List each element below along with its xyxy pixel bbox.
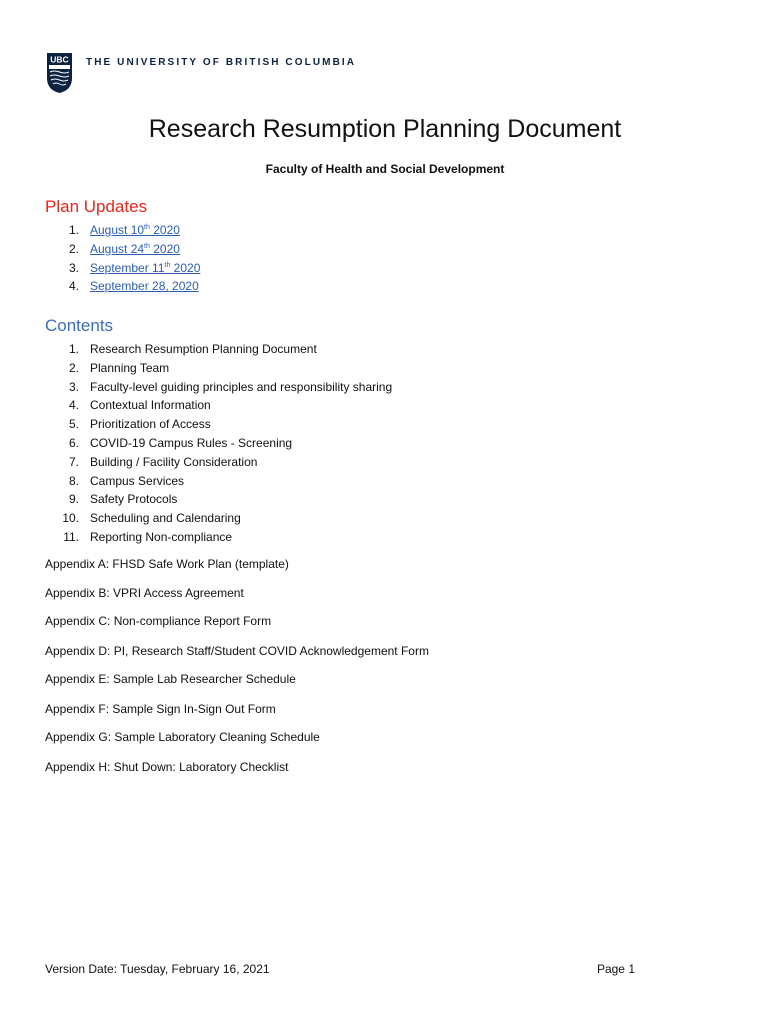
appendix-a: Appendix A: FHSD Safe Work Plan (template) [45, 557, 289, 571]
contents-item-text: Contextual Information [90, 398, 211, 413]
list-number: 3. [68, 379, 79, 394]
appendix-g: Appendix G: Sample Laboratory Cleaning Schedule [45, 730, 320, 744]
list-number: 11. [63, 529, 79, 544]
contents-item-text: Research Resumption Planning Document [90, 342, 317, 356]
list-number: 9. [68, 492, 79, 507]
footer-version-date: Version Date: Tuesday, February 16, 2021 [45, 962, 270, 976]
update-link-august-24[interactable]: August 24th 2020 [90, 241, 180, 256]
list-number: 7. [68, 454, 79, 469]
update-link-september-11[interactable]: September 11th 2020 [90, 260, 201, 275]
contents-item-text: Reporting Non-compliance [90, 529, 233, 544]
footer-page-number: Page 1 [596, 962, 635, 976]
contents-item-text: COVID-19 Campus Rules - Screening [90, 435, 293, 450]
list-number: 4. [68, 279, 79, 294]
appendix-b: Appendix B: VPRI Access Agreement [45, 586, 244, 600]
appendix-d: Appendix D: PI, Research Staff/Student COVID Acknowledgement Form [45, 644, 429, 658]
list-number: 6. [68, 435, 79, 450]
list-number: 1. [68, 342, 79, 356]
contents-item-text: Planning Team [90, 360, 170, 375]
contents-item-text: Prioritization of Access [90, 417, 211, 432]
contents-heading: Contents [45, 316, 114, 335]
appendix-c: Appendix C: Non-compliance Report Form [45, 614, 272, 628]
appendix-h: Appendix H: Shut Down: Laboratory Checklist [45, 760, 289, 774]
list-number: 8. [68, 473, 79, 488]
list-number: 3. [68, 260, 79, 275]
appendix-f: Appendix F: Sample Sign In-Sign Out Form [45, 702, 276, 716]
list-number: 2. [68, 360, 79, 375]
document-title: Research Resumption Planning Document [148, 115, 622, 143]
list-number: 10. [62, 511, 79, 526]
document-subtitle: Faculty of Health and Social Development [265, 162, 505, 176]
contents-item-text: Building / Facility Consideration [90, 454, 258, 469]
list-number: 5. [68, 417, 79, 432]
contents-item-text: Scheduling and Calendaring [90, 511, 241, 526]
update-link-august-10[interactable]: August 10th 2020 [90, 223, 180, 237]
update-link-september-28[interactable]: September 28, 2020 [90, 279, 199, 294]
university-name: THE UNIVERSITY OF BRITISH COLUMBIA [86, 57, 357, 68]
list-number: 2. [68, 241, 79, 256]
appendix-e: Appendix E: Sample Lab Researcher Schedule [45, 672, 296, 686]
contents-item-text: Safety Protocols [90, 492, 178, 507]
logo-text: UBC [50, 54, 69, 65]
ubc-crest-logo [46, 52, 73, 94]
plan-updates-heading: Plan Updates [45, 197, 148, 216]
contents-item-text: Faculty-level guiding principles and responsibility sharing [90, 379, 393, 394]
list-number: 1. [68, 223, 79, 237]
contents-item-text: Campus Services [90, 473, 185, 488]
list-number: 4. [68, 398, 79, 413]
